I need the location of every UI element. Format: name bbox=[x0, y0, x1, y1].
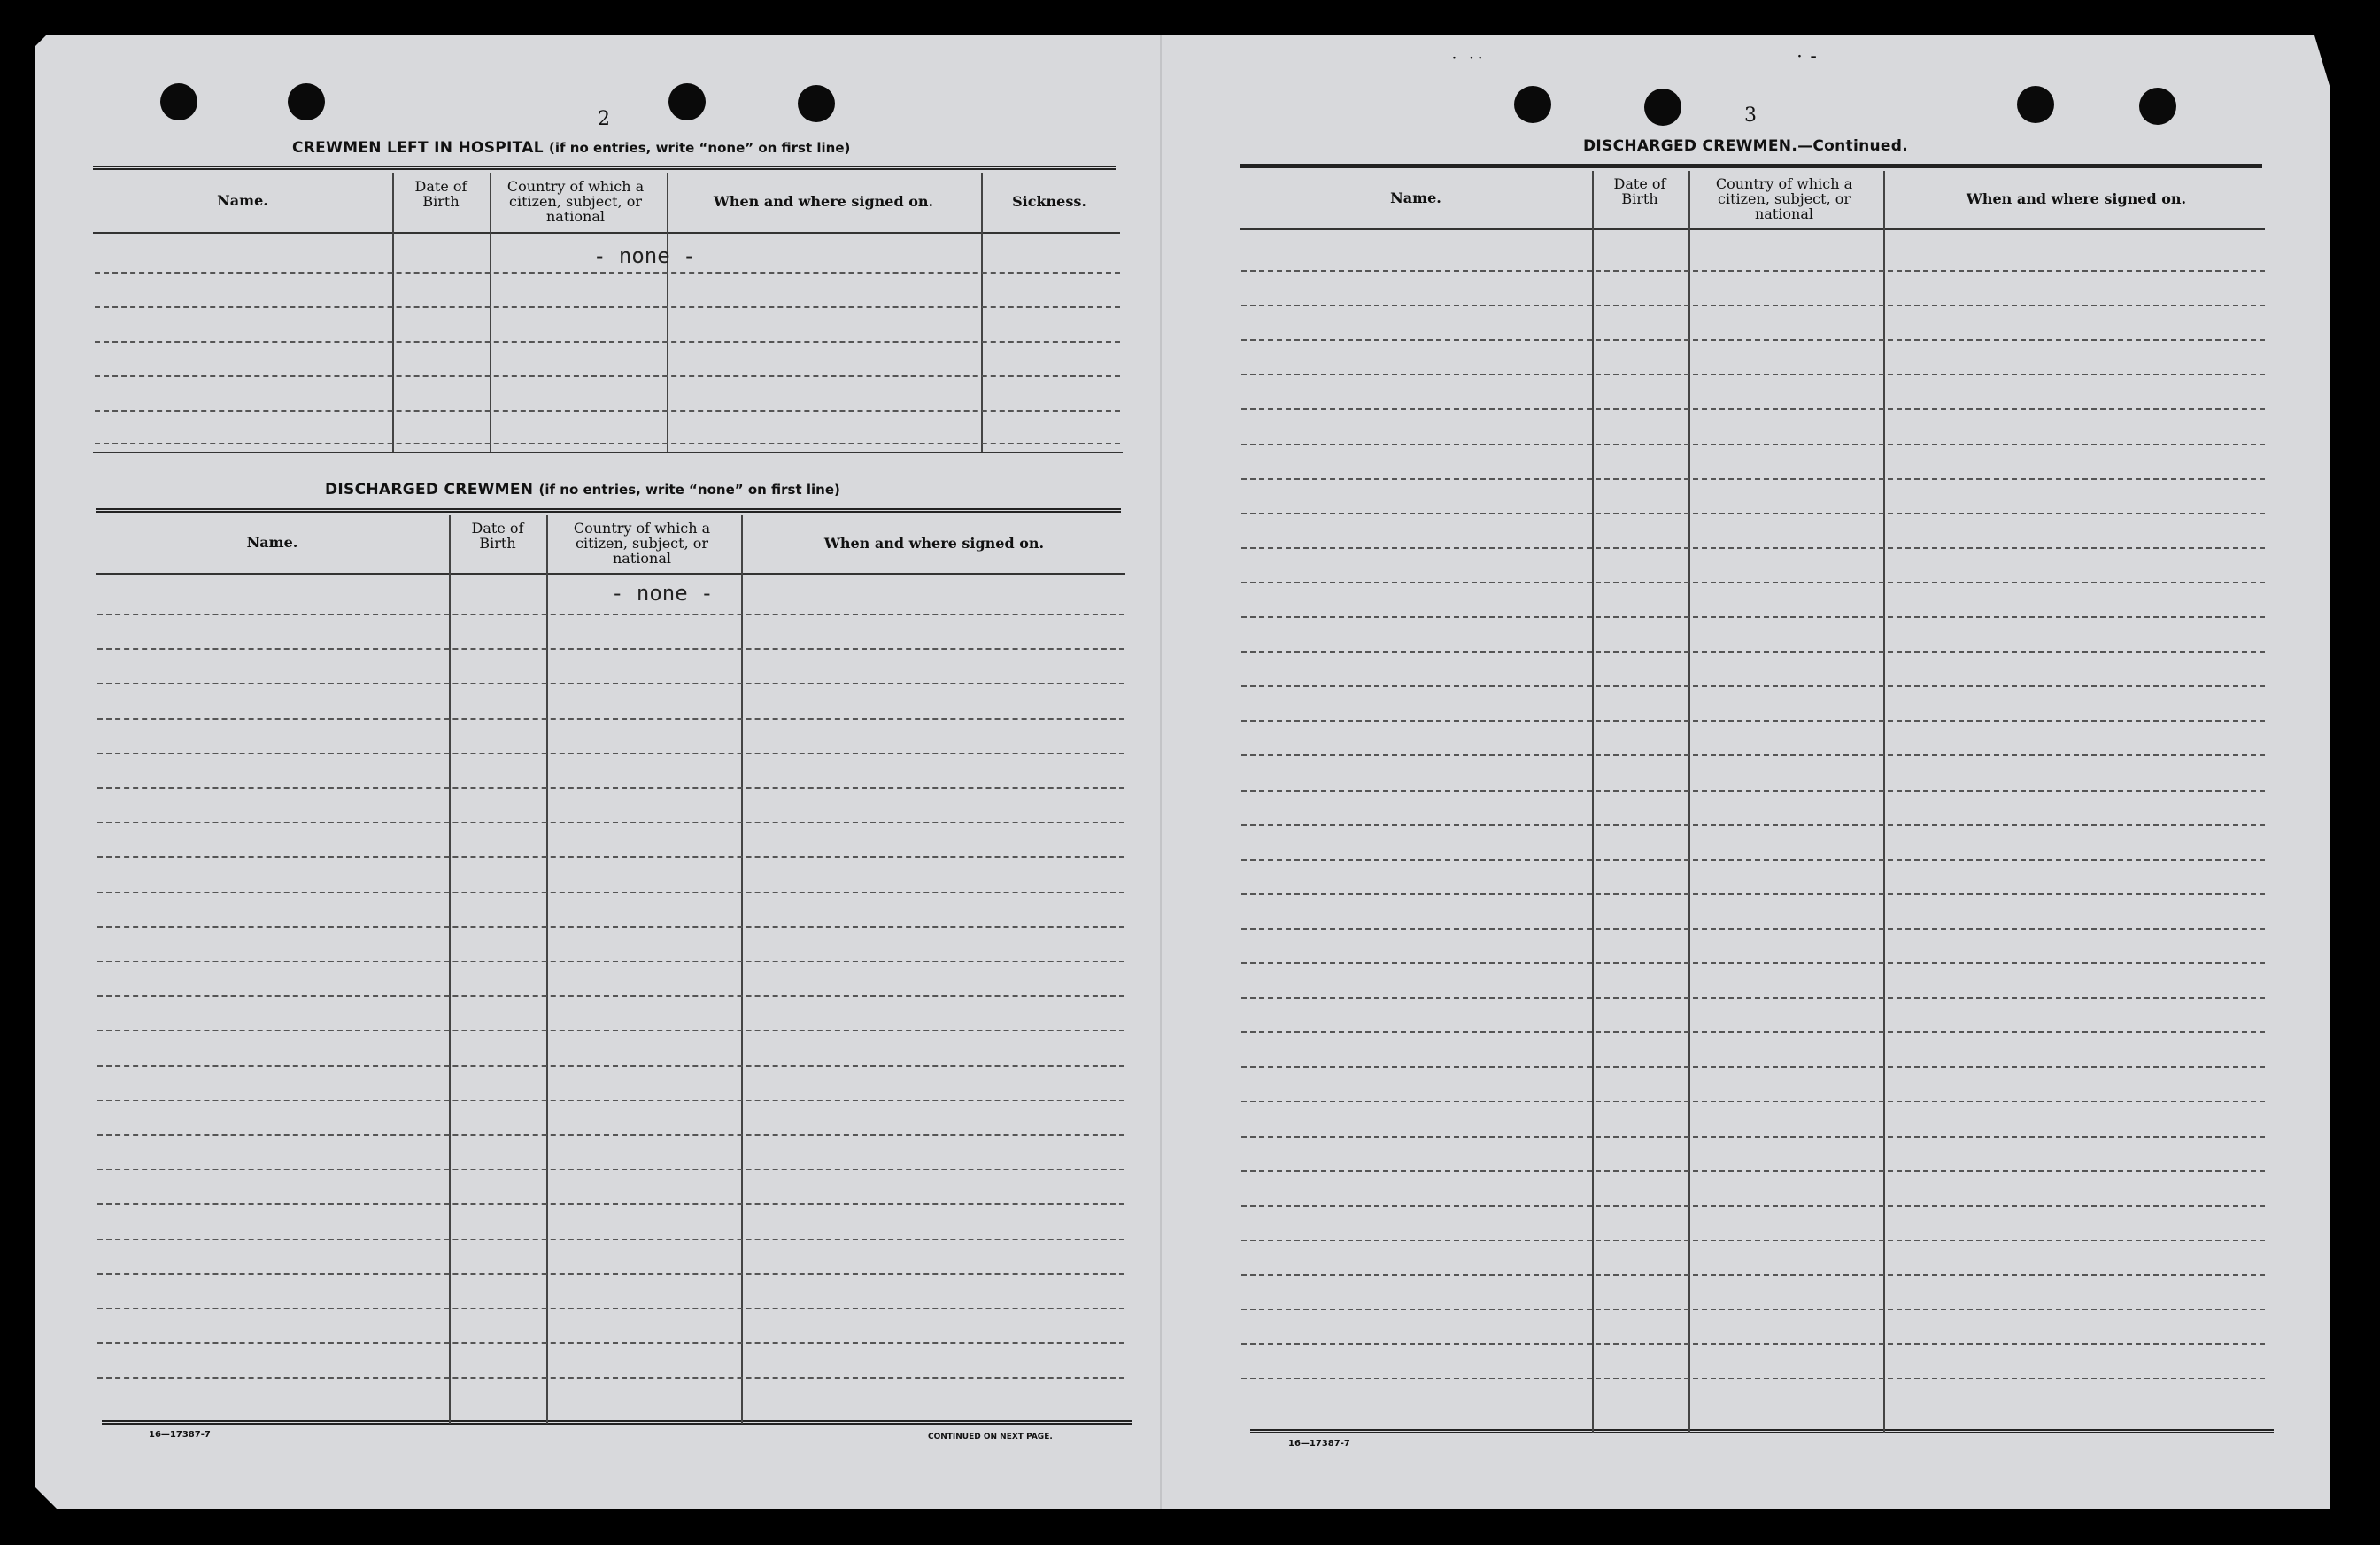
dotted-rule-line bbox=[1241, 408, 2265, 410]
hospital-title-text: CREWMEN LEFT IN HOSPITAL bbox=[292, 139, 544, 157]
right-col-signed: When and where signed on. bbox=[1966, 190, 2187, 207]
right-col-dob: Date of Birth bbox=[1613, 175, 1666, 207]
hospital-instruction: (if no entries, write “none” on first line) bbox=[549, 140, 851, 156]
continued-note: CONTINUED ON NEXT PAGE. bbox=[928, 1433, 1053, 1441]
discharged-section-title bbox=[325, 481, 840, 498]
hospital-col-sickness: Sickness. bbox=[1012, 193, 1086, 210]
right-col-divider bbox=[1883, 171, 1885, 1433]
right-section-title: DISCHARGED CREWMEN.—Continued. bbox=[1583, 137, 1908, 155]
dotted-rule-line bbox=[97, 1342, 1124, 1344]
dotted-rule-line bbox=[1241, 1240, 2265, 1241]
discharged-col-divider bbox=[449, 515, 451, 1424]
page-number-left: 2 bbox=[598, 108, 610, 130]
dotted-rule-line bbox=[97, 1169, 1124, 1170]
hospital-section-title bbox=[292, 139, 850, 157]
hospital-dotted-line bbox=[95, 443, 1120, 444]
dotted-rule-line bbox=[97, 995, 1124, 997]
right-table-bottom-rule bbox=[1250, 1429, 2274, 1433]
punch-hole bbox=[160, 83, 197, 120]
hospital-header-rule bbox=[93, 232, 1120, 234]
punch-hole bbox=[2017, 86, 2054, 123]
hospital-table-bottom-rule bbox=[93, 452, 1123, 453]
ink-speck: · – bbox=[1797, 50, 1817, 64]
punch-hole bbox=[288, 83, 325, 120]
dotted-rule-line bbox=[1241, 962, 2265, 964]
hospital-entry-none: - none - bbox=[593, 243, 696, 268]
right-header-rule bbox=[1240, 228, 2265, 230]
dotted-rule-line bbox=[1241, 1205, 2265, 1207]
dotted-rule-line bbox=[1241, 1343, 2265, 1345]
punch-hole bbox=[798, 85, 835, 122]
right-col-country: Country of which a citizen, subject, or national bbox=[1715, 175, 1853, 222]
discharged-title-text: DISCHARGED CREWMEN bbox=[325, 481, 534, 498]
page-fold bbox=[1160, 35, 1162, 1509]
dotted-rule-line bbox=[1241, 1170, 2265, 1172]
dotted-rule-line bbox=[1241, 1309, 2265, 1310]
dotted-rule-line bbox=[97, 1134, 1124, 1136]
right-col-divider bbox=[1688, 171, 1690, 1433]
discharged-col-country: Country of which a citizen, subject, or national bbox=[573, 520, 711, 567]
dotted-rule-line bbox=[97, 1203, 1124, 1205]
dotted-rule-line bbox=[97, 1065, 1124, 1067]
dotted-rule-line bbox=[1241, 1101, 2265, 1102]
dotted-rule-line bbox=[1241, 720, 2265, 722]
hospital-dotted-line bbox=[95, 306, 1120, 308]
punch-hole bbox=[2139, 88, 2176, 125]
discharged-col-signed: When and where signed on. bbox=[823, 535, 1045, 552]
hospital-col-signed: When and where signed on. bbox=[713, 193, 934, 210]
hospital-table-top-rule bbox=[93, 166, 1116, 170]
dotted-rule-line bbox=[1241, 374, 2265, 375]
dotted-rule-line bbox=[1241, 1378, 2265, 1379]
dotted-rule-line bbox=[97, 856, 1124, 858]
punch-hole bbox=[1514, 86, 1551, 123]
dotted-rule-line bbox=[1241, 893, 2265, 895]
dotted-rule-line bbox=[97, 1308, 1124, 1309]
hospital-dotted-line bbox=[95, 341, 1120, 343]
form-number-right: 16—17387-7 bbox=[1288, 1439, 1350, 1448]
dotted-rule-line bbox=[97, 926, 1124, 928]
hospital-col-name: Name. bbox=[217, 192, 268, 209]
dotted-rule-line bbox=[1241, 1136, 2265, 1138]
page-number-right: 3 bbox=[1744, 104, 1757, 127]
dotted-rule-line bbox=[1241, 685, 2265, 687]
dotted-rule-line bbox=[1241, 928, 2265, 930]
dotted-rule-line bbox=[1241, 616, 2265, 618]
dotted-rule-line bbox=[97, 787, 1124, 789]
discharged-table-top-rule bbox=[96, 508, 1121, 513]
ink-speck: · · · bbox=[1452, 51, 1483, 66]
punch-hole bbox=[1644, 89, 1681, 126]
dotted-rule-line bbox=[1241, 997, 2265, 999]
hospital-col-dob: Date of Birth bbox=[414, 178, 468, 210]
dotted-rule-line bbox=[1241, 547, 2265, 549]
dotted-rule-line bbox=[97, 753, 1124, 754]
dotted-rule-line bbox=[1241, 1274, 2265, 1276]
dotted-rule-line bbox=[97, 1377, 1124, 1379]
punch-hole bbox=[668, 83, 706, 120]
dotted-rule-line bbox=[1241, 1066, 2265, 1068]
dotted-rule-line bbox=[97, 648, 1124, 650]
dotted-rule-line bbox=[97, 1273, 1124, 1275]
dotted-rule-line bbox=[1241, 582, 2265, 583]
discharged-header-rule bbox=[96, 573, 1125, 575]
dotted-rule-line bbox=[1241, 1031, 2265, 1033]
right-col-divider bbox=[1592, 171, 1594, 1433]
dotted-rule-line bbox=[1241, 754, 2265, 756]
dotted-rule-line bbox=[97, 892, 1124, 893]
discharged-entry-none: - none - bbox=[611, 581, 714, 606]
right-col-name: Name. bbox=[1390, 189, 1441, 206]
discharged-table-bottom-rule bbox=[102, 1420, 1132, 1425]
right-table-top-rule bbox=[1240, 164, 2262, 168]
discharged-col-name: Name. bbox=[246, 534, 298, 551]
dotted-rule-line bbox=[1241, 339, 2265, 341]
dotted-rule-line bbox=[97, 1239, 1124, 1240]
dotted-rule-line bbox=[1241, 513, 2265, 514]
dotted-rule-line bbox=[1241, 651, 2265, 653]
dotted-rule-line bbox=[97, 822, 1124, 823]
hospital-dotted-line bbox=[95, 410, 1120, 412]
discharged-col-dob: Date of Birth bbox=[471, 520, 524, 552]
form-number-left: 16—17387-7 bbox=[149, 1430, 211, 1440]
hospital-dotted-line bbox=[95, 272, 1120, 274]
dotted-rule-line bbox=[1241, 305, 2265, 306]
dotted-rule-line bbox=[97, 1030, 1124, 1031]
dotted-rule-line bbox=[1241, 444, 2265, 445]
dotted-rule-line bbox=[1241, 790, 2265, 792]
hospital-col-country: Country of which a citizen, subject, or national bbox=[506, 178, 645, 225]
dotted-rule-line bbox=[1241, 478, 2265, 480]
dotted-rule-line bbox=[97, 718, 1124, 720]
dotted-rule-line bbox=[1241, 270, 2265, 272]
hospital-dotted-line bbox=[95, 375, 1120, 377]
dotted-rule-line bbox=[1241, 859, 2265, 861]
dotted-rule-line bbox=[97, 961, 1124, 962]
discharged-col-divider bbox=[741, 515, 743, 1424]
dotted-rule-line bbox=[97, 1100, 1124, 1101]
form-sheet bbox=[35, 35, 2330, 1509]
discharged-col-divider bbox=[546, 515, 548, 1424]
dotted-rule-line bbox=[97, 614, 1124, 615]
dotted-rule-line bbox=[1241, 824, 2265, 826]
dotted-rule-line bbox=[97, 683, 1124, 684]
discharged-instruction: (if no entries, write “none” on first line) bbox=[538, 482, 840, 498]
